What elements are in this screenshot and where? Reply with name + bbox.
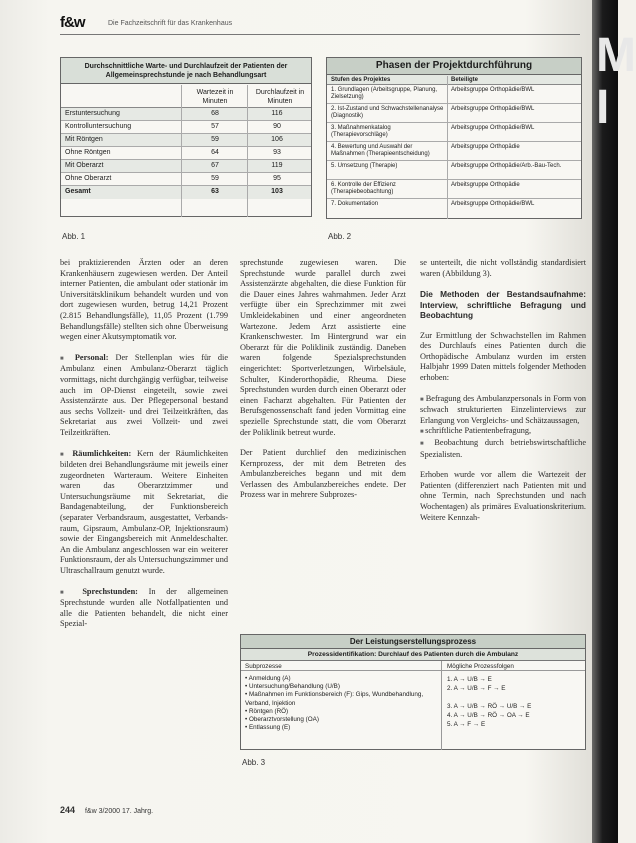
column-divider — [447, 76, 448, 219]
paragraph: bei praktizierenden Ärzten oder an deren Krankenhäusern zugewiesen werden. Der Anteil interner Patienten, die ambulant oder stationär im Universitätsklinikum behandelt wurden und von dort zugewiesen wurden, betrug 14,21 Prozent (2.815 Behandlungsfälle), 11,05 Prozent (1.799 Behandlungsfälle) stellten sich ohne Überweisung wegen einer Akutsymptomatik vor. — [60, 258, 228, 342]
table-row: Ohne Röntgen 64 93 — [61, 147, 311, 160]
method-list — [420, 394, 586, 461]
wait-times-table — [60, 57, 312, 217]
project-phases-header: Stufen des Projektes Beteiligte — [327, 75, 581, 85]
figure-caption: Abb. 3 — [242, 758, 266, 767]
table-row: 7. Dokumentation Arbeitsgruppe Orthopädie/BWL — [331, 201, 535, 207]
project-phases-title: Phasen der Projektdurchführung — [327, 58, 581, 75]
wait-times-title: Durchschnittliche Warte- und Durchlaufzeit der Patienten der Allgemeinsprechstunde je nach Behandlungsart — [61, 58, 311, 84]
table-row: 6. Kontrolle der Effizienz (Therapiebeobachtung) Arbeitsgruppe Orthopädie — [327, 180, 581, 199]
list-item: ■ schriftliche Patientenbefragung, — [420, 426, 586, 438]
list-item: • Oberarztvorstellung (OA) — [245, 716, 319, 724]
figure-caption: Abb. 1 — [62, 232, 86, 241]
list-item: 4. A → U/B → RÖ → OA → E — [447, 712, 530, 719]
list-item: 2. A → U/B → F → E — [447, 685, 506, 692]
paragraph: Erhoben wurde vor allem die Wartezeit der Patienten (differenziert nach Patienten mit und ohne Termin, nach Sprechstunden und nach Wochentagen) als primäres Evaluationskriterium. Weitere Kennzah- — [420, 470, 586, 522]
column-divider — [247, 85, 248, 217]
table-row: Mit Oberarzt 67 119 — [61, 160, 311, 173]
edge-letter: I — [596, 81, 610, 134]
page-number: 244 — [60, 805, 76, 815]
paragraph: Zur Ermittlung der Schwachstellen im Rahmen des Durchlaufs eines Patienten durch die Orthopädische Ambulanz wurden im ersten Halbjahr 1999 Daten mittels folgender Methoden erhoben: — [420, 330, 586, 383]
list-item: • Anmeldung (A) — [245, 675, 291, 682]
process-table — [240, 634, 586, 750]
table-row: Erstuntersuchung 68 116 — [61, 108, 311, 121]
list-item: • Untersuchung/Behandlung (U/B) — [245, 683, 340, 691]
header-subtitle: Die Fachzeitschrift für das Krankenhaus — [108, 20, 233, 27]
process-title: Der Leistungserstellungsprozess — [241, 635, 585, 649]
process-sequence-list — [447, 675, 583, 729]
text-column-3 — [420, 258, 586, 533]
adjacent-page-edge — [592, 0, 636, 843]
list-item: 5. A → F → E — [447, 721, 486, 728]
column-divider — [441, 661, 442, 750]
section-heading: Die Methoden der Bestandsaufnahme: Interview, schriftliche Befragung und Beobachtung — [420, 289, 586, 321]
col-wait-header: Wartezeit in Minuten — [196, 89, 234, 105]
paragraph: se unterteilt, die nicht vollständig standardisiert waren (Abbildung 3). — [420, 258, 586, 278]
wait-times-header — [61, 84, 311, 108]
magazine-logo: f&w — [60, 14, 85, 31]
paragraph: Der Patient durchlief den medizinischen Kernprozess, der mit dem Betreten des Ambulanzbereiches begann und mit dem Verlassen des Ambulanzbereiches endete. Der Prozess war in mehrere Subprozes- — [240, 448, 406, 500]
list-item: • Maßnahmen im Funktionsbereich (F): Gips, Wundbehandlung, Verband, Injektion — [245, 691, 424, 707]
page-footer — [60, 805, 153, 815]
column-divider — [181, 85, 182, 217]
process-subtitle: Prozessidentifikation: Durchlauf des Patienten durch die Ambulanz — [241, 649, 585, 661]
list-item: ■ Befragung des Ambulanzpersonals in Form von schwach strukturierten Einzelinterviews zur Erlangung von Vergleichs- und Schätzaussagen, — [420, 394, 586, 427]
table-row: Ohne Oberarzt 59 95 — [61, 173, 311, 186]
text-column-2 — [240, 258, 406, 511]
table-row: 4. Bewertung und Auswahl der Maßnahmen (Therapieentscheidung) Arbeitsgruppe Orthopädie — [327, 142, 581, 161]
process-header: Subprozesse Mögliche Prozessfolgen — [241, 661, 585, 671]
paragraph: sprechstunde zugewiesen waren. Die Sprechstunde wurde parallel durch zwei Assistenzärzte abgehalten, die diese Funktion für die Dauer eines Jahres wahrnahmen. Jeder Arzt verfügte über ein Sprechzimmer mit zwei Umkleidekabinen und einer angeordneten Wartezone. Jedem Arzt assistierte eine Krankenschwester. Im Hintergrund war ein Oberarzt für die Poliklinik zuständig. Daneben waren folgende Spezialsprechstunden eingerichtet: Sportverletzungen, Wirbelsäule, Schulter, Kinderorthopädie, Rheuma. Diese Sprechstunden wurden durch einen Oberarzt oder einen Facharzt abgehalten. Für Patienten der Berufsgenossenschaft fand jeden Vormittag eine spezielle Sprechstunde statt, die vom Oberarzt der Poliklinik betreut wurde. — [240, 258, 406, 437]
subprocess-list — [245, 675, 437, 732]
text-column-1 — [60, 258, 228, 640]
table-row: Mit Röntgen 59 106 — [61, 134, 311, 147]
issue-info: f&w 3/2000 17. Jahrg. — [84, 808, 154, 815]
list-item: 3. A → U/B → RÖ → U/B → E — [447, 703, 532, 710]
paragraph: ■ Personal: Der Stellenplan wies für die Ambulanz einen Ambulanz-Oberarzt täglich vormittags, nicht durchgängig verfügbar, teilweise auch im OP-Dienst eingeteilt, sowie zwei Assistenzärzte aus. Der Pflegepersonal bestand aus sechs Vollzeit- und drei Teilzeitkräften, das Sekretariat aus zwei Vollzeit- und zwei Teilzeitkräften. — [60, 353, 228, 439]
col-through-header: Durchlaufzeit in Minuten — [255, 89, 305, 105]
list-item: • Entlassung (E) — [245, 724, 291, 732]
list-item — [447, 693, 583, 702]
table-row: 2. Ist-Zustand und Schwachstellenanalyse (Diagnostik) Arbeitsgruppe Orthopädie/BWL — [327, 104, 581, 123]
page-header — [60, 14, 580, 36]
paragraph: ■ Räumlichkeiten: Kern der Räumlichkeiten bildeten drei Behandlungsräume mit jeweils einer zugeordneten Warteraum. Weitere Einheiten waren das Oberarztzimmer und Untersuchungsräume mit Sekretariat, die Bandagenabteilung, der Funktionsbereich (separater Verbandsraum, ausgestattet, Verbands- raum, Gipsraum, Ambulanz-OP, Injektionsraum) sowie der Eingangsbereich mit Anmeldeschalter. An die Ambulanz angeschlossen war ein weiterer Funktionsraum, der als Untersuchungszimmer und Ultraschallraum genutzt wurde. — [60, 449, 228, 577]
table-row: Kontrolluntersuchung 57 90 — [61, 121, 311, 134]
table-row: 5. Umsetzung (Therapie) Arbeitsgruppe Orthopädie/Arb.-Bau-Tech. — [327, 161, 581, 180]
table-row: 1. Grundlagen (Arbeitsgruppe, Planung, Zielsetzung) Arbeitsgruppe Orthopädie/BWL — [327, 85, 581, 104]
header-rule — [60, 34, 580, 35]
paragraph: ■ Sprechstunden: In der allgemeinen Sprechstunde wurden alle Notfallpatienten und alle die Patienten behandelt, die nicht einer Spezial- — [60, 587, 228, 630]
edge-letter: M — [596, 29, 636, 82]
list-item: 1. A → U/B → E — [447, 676, 492, 683]
table-row: 3. Maßnahmenkatalog (Therapievorschläge) Arbeitsgruppe Orthopädie/BWL — [327, 123, 581, 142]
figure-caption: Abb. 2 — [328, 232, 352, 241]
list-item: • Röntgen (RÖ) — [245, 707, 289, 715]
list-item: ■ Beobachtung durch betriebswirtschaftliche Spezialisten. — [420, 438, 586, 460]
project-phases-table — [326, 57, 582, 219]
table-row-total: Gesamt 63 103 — [61, 186, 311, 199]
